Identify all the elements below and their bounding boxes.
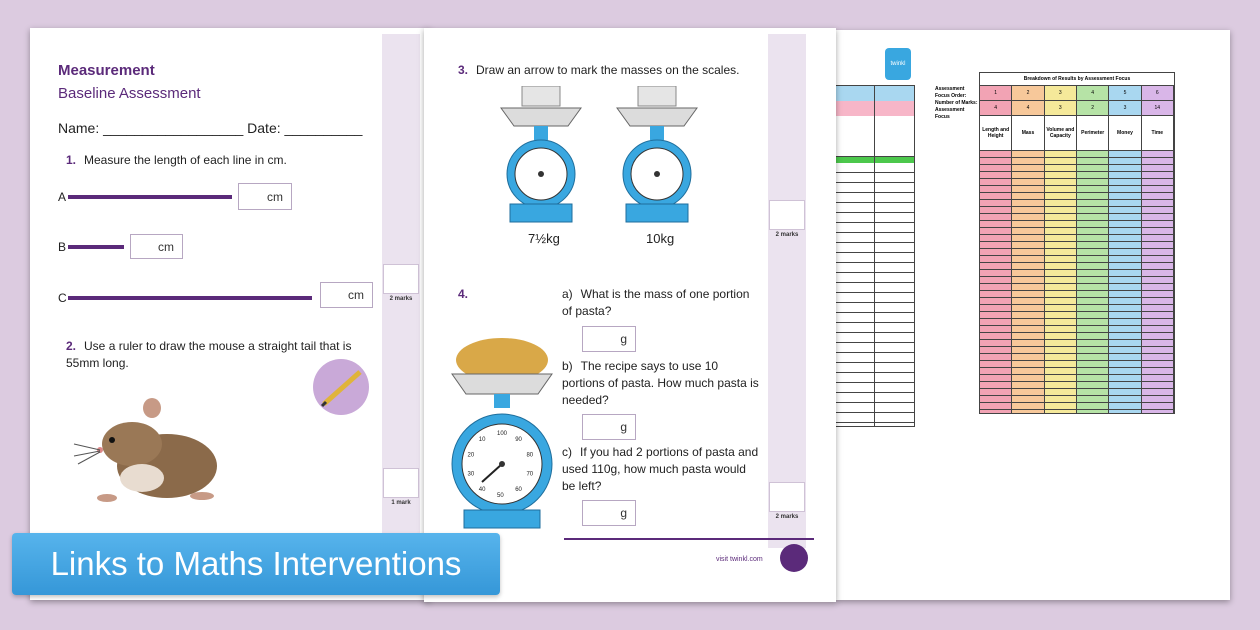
twinkl-logo: twinkl — [885, 48, 911, 80]
left-partial-table — [835, 85, 915, 427]
dial-number: 100 — [497, 431, 508, 437]
question-1: 1. Measure the length of each line in cm. — [66, 153, 287, 167]
scale-icon — [612, 86, 702, 226]
results-rows — [1045, 151, 1076, 413]
dial-number: 90 — [515, 436, 522, 443]
marks-cell: 3 — [1109, 101, 1140, 116]
focus-name-cell: Perimeter — [1077, 116, 1108, 151]
line-b-label: B — [58, 240, 67, 254]
focus-column — [1012, 86, 1044, 413]
marks-box-q3[interactable] — [769, 200, 805, 230]
line-a-label: A — [58, 190, 67, 204]
results-rows — [980, 151, 1011, 413]
twinkl-badge-icon — [780, 544, 808, 572]
pasta-scale-icon — [446, 330, 558, 530]
answer-box-4a[interactable]: g — [582, 326, 636, 352]
dial-number: 60 — [515, 487, 522, 494]
focus-order-cell: 2 — [1012, 86, 1043, 101]
results-rows — [1012, 151, 1043, 413]
marks-box-q2[interactable] — [383, 468, 419, 498]
focus-order-cell: 6 — [1142, 86, 1173, 101]
dial-number: 70 — [526, 471, 534, 478]
marks-margin — [382, 34, 420, 594]
focus-column — [1045, 86, 1077, 413]
interventions-banner[interactable] — [12, 533, 500, 595]
row-label: Number of Marks: — [935, 100, 978, 106]
dial-number: 30 — [467, 471, 475, 478]
marks-box-q1[interactable] — [383, 264, 419, 294]
focus-column — [1109, 86, 1141, 413]
marks-label-q3: 2 marks — [775, 232, 799, 238]
focus-name-cell: Time — [1142, 116, 1173, 151]
dial-number: 80 — [526, 452, 534, 459]
page-subtitle: Baseline Assessment — [58, 85, 201, 102]
focus-order-cell: 3 — [1045, 86, 1076, 101]
focus-name-cell: Mass — [1012, 116, 1043, 151]
results-spreadsheet-sheet — [835, 30, 1230, 600]
marks-cell: 4 — [1012, 101, 1043, 116]
marks-label-q2: 1 mark — [391, 500, 411, 506]
marks-cell: 4 — [980, 101, 1011, 116]
answer-box-a[interactable]: cm — [238, 183, 292, 210]
line-c — [68, 296, 312, 300]
table-title: Breakdown of Results by Assessment Focus — [980, 73, 1174, 86]
scale-label-2: 10kg — [646, 231, 675, 246]
results-rows — [1109, 151, 1140, 413]
focus-column — [980, 86, 1012, 413]
footer-divider — [564, 538, 814, 540]
marks-label-q4: 2 marks — [775, 514, 799, 520]
banner-text: Links to Maths Interventions — [50, 545, 462, 582]
marks-label-q1: 2 marks — [389, 296, 413, 302]
dial-number: 40 — [478, 487, 486, 494]
page-title: Measurement — [58, 62, 155, 79]
marks-cell: 3 — [1045, 101, 1076, 116]
marks-cell: 2 — [1077, 101, 1108, 116]
line-b — [68, 245, 124, 249]
focus-name-cell: Money — [1109, 116, 1140, 151]
footer-url[interactable]: visit twinkl.com — [716, 556, 763, 563]
dial-number: 10 — [478, 436, 486, 443]
focus-order-cell: 4 — [1077, 86, 1108, 101]
worksheet-page-2 — [424, 28, 836, 602]
answer-box-c[interactable]: cm — [320, 282, 373, 308]
question-4: 4. — [458, 287, 469, 301]
results-rows — [1142, 151, 1173, 413]
question-3: 3. Draw an arrow to mark the masses on the scales. — [458, 63, 740, 77]
results-table — [935, 72, 1175, 414]
worksheet-page-1 — [30, 28, 430, 600]
focus-column — [1077, 86, 1109, 413]
marks-margin — [768, 34, 806, 548]
question-4c: c) If you had 2 portions of pasta and used 110g, how much pasta would be left? — [562, 445, 759, 493]
scale-label-1: 7½kg — [528, 231, 560, 246]
line-c-label: C — [58, 291, 67, 305]
focus-name-cell: Length and Height — [980, 116, 1011, 151]
focus-order-cell: 5 — [1109, 86, 1140, 101]
dial-number: 50 — [497, 493, 504, 499]
marks-cell: 14 — [1142, 101, 1173, 116]
marks-box-q4[interactable] — [769, 482, 805, 512]
focus-name-cell: Volume and Capacity — [1045, 116, 1076, 151]
pencil-icon — [312, 358, 370, 416]
mouse-illustration — [72, 396, 222, 506]
row-label: Assessment Focus — [935, 107, 965, 120]
line-a — [68, 195, 232, 199]
question-4a: a) What is the mass of one portion of pasta? — [562, 287, 750, 318]
answer-box-4b[interactable]: g — [582, 414, 636, 440]
row-label: Assessment Focus Order: — [935, 86, 967, 99]
name-date-line: Name: __________________ Date: __________ — [58, 120, 363, 136]
results-rows — [1077, 151, 1108, 413]
answer-box-b[interactable]: cm — [130, 234, 183, 259]
question-4b: b) The recipe says to use 10 portions of pasta. How much pasta is needed? — [562, 359, 759, 407]
focus-column — [1142, 86, 1174, 413]
focus-order-cell: 1 — [980, 86, 1011, 101]
scale-icon — [496, 86, 586, 226]
dial-number: 20 — [467, 452, 475, 459]
question-2: 2. Use a ruler to draw the mouse a straight tail that is 55mm long. — [66, 339, 352, 370]
answer-box-4c[interactable]: g — [582, 500, 636, 526]
